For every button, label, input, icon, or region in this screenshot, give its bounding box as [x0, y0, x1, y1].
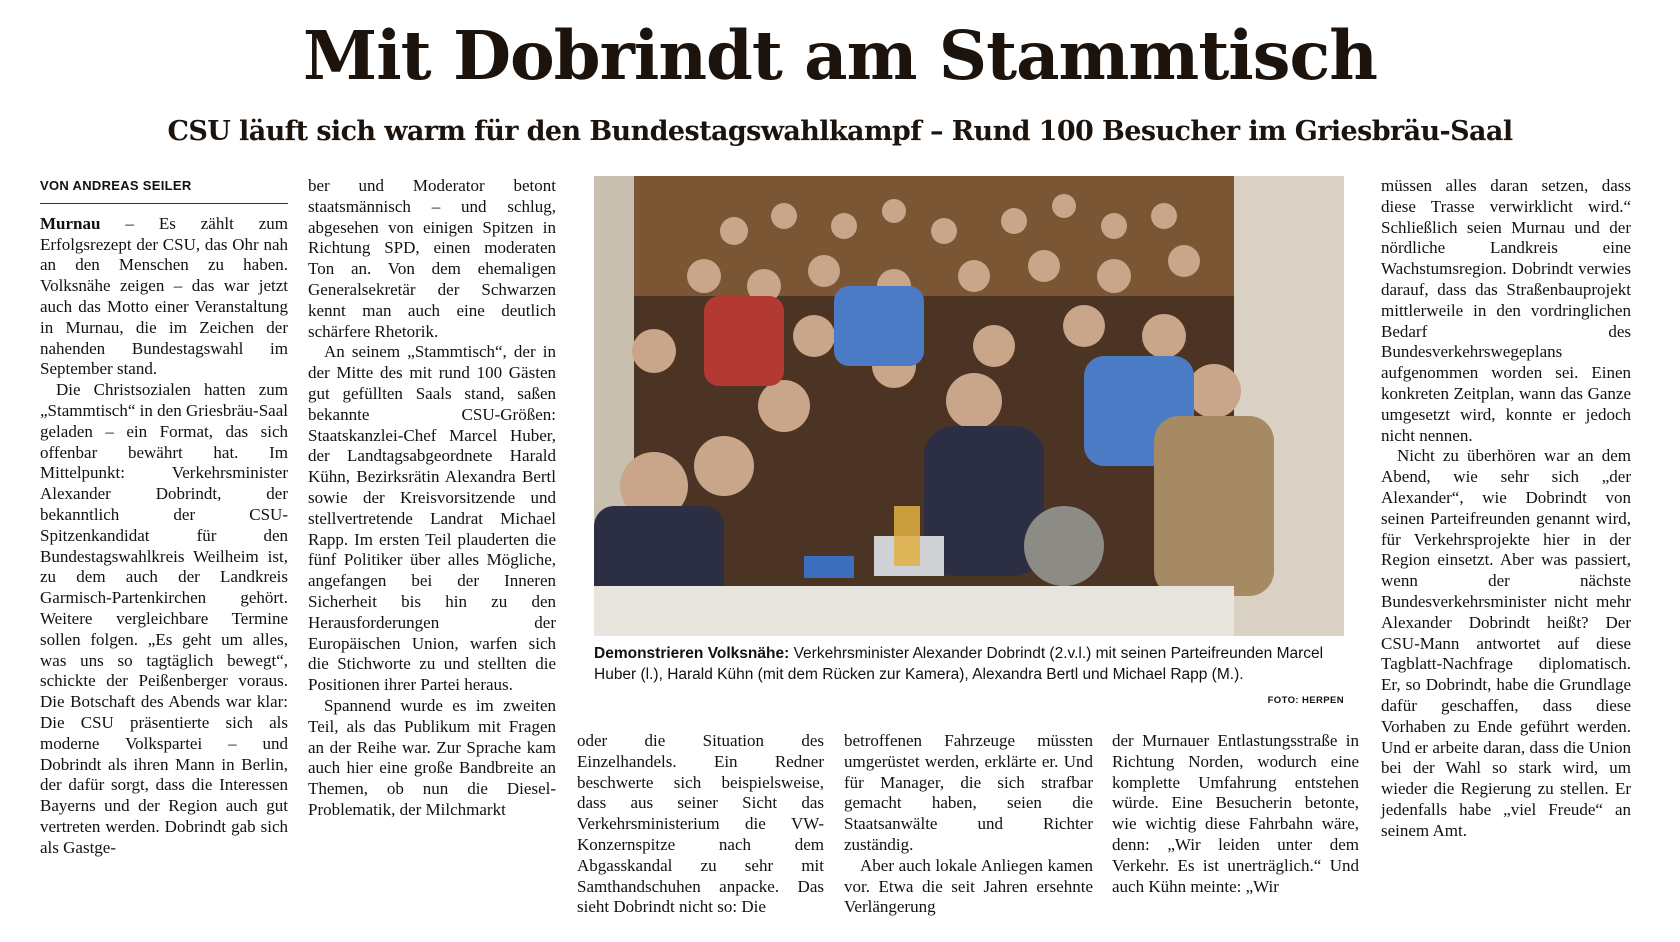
article-column-2: [308, 176, 556, 821]
photo-credit: FOTO: HERPEN: [1267, 695, 1344, 706]
headline: Mit Dobrindt am Stammtisch: [303, 16, 1377, 95]
article-column-1: [40, 176, 288, 859]
caption-lead: Demonstrieren Volksnähe:: [594, 645, 790, 662]
paragraph: An seinem „Stammtisch“, der in der Mitte des mit rund 100 Gästen gut gefüllten Saals stand, saßen bekannte CSU-Größen: Staatskanzlei-Chef Marcel Huber, der Landtagsabgeordnete Harald Kühn, Bezirksrätin Alexandra Bertl sowie der Kreisvorsitzende und stellvertretende Landrat Michael Rapp. Im ersten Teil plauderten die fünf Politiker über alles Mögliche, angefangen bei der Inneren Sicherheit bis hin zu den Herausforderungen der Europäischen Union, warfen sich die Stichworte zu und stellten die Positionen ihrer Partei heraus.: [308, 342, 556, 695]
photo-caption: [594, 643, 1344, 685]
paragraph: betroffenen Fahrzeuge müssten umgerüstet werden, erklärte er. Und für Manager, die sich strafbar gemacht haben, seien die Staatsanwälte und Richter zuständig.: [844, 731, 1093, 854]
dateline: Murnau: [40, 213, 101, 233]
paragraph: Nicht zu überhören war an dem Abend, wie sehr sich „der Alexander“, wie Dobrindt von seinen Parteifreunden genannt wird, für Verkehrsprojekte hier in der Region einsetzt. Aber was passiert, wenn der nächste Bundesverkehrsminister nicht mehr Alexander Dobrindt heißt? Der CSU-Mann antwortet auf diese Tagblatt-Nachfrage diplomatisch. Er, so Dobrindt, habe die Grundlage dafür geschaffen, dass diese Vorhaben zu Ende geführt werden. Und er arbeite daran, dass die Union bei der Wahl so stark wird, um wieder die Regierung zu stellen. Er jedenfalls habe „viel Freude“ an seinem Amt.: [1381, 446, 1631, 840]
event-photo-illustration: [594, 176, 1344, 636]
paragraph: Aber auch lokale Anliegen kamen vor. Etwa die seit Jahren ersehnte Verlängerung: [844, 855, 1093, 917]
article-column-6: [1381, 176, 1631, 842]
caption-text: Verkehrsminister Alexander Dobrindt (2.v.l.) mit seinen Parteifreunden Marcel Huber (l.), Harald Kühn (mit dem Rücken zur Kamera), Alexandra Bertl und Michael Rapp (M.).: [594, 645, 1324, 683]
paragraph: Spannend wurde es im zweiten Teil, als das Publikum mit Fragen an der Reihe war. Zur Sprache kam auch hier eine große Bandbreite an Themen, ob nun die Diesel-Problematik, der Milchmarkt: [308, 695, 556, 819]
article-column-4: [844, 731, 1093, 918]
paragraph: müssen alles daran setzen, dass diese Trasse verwirklicht wird.“ Schließlich seien Murnau und der nördliche Landkreis eine Wachstumsregion. Dobrindt verwies darauf, dass das Straßenbauprojekt mittlerweile in den vordringlichen Bedarf des Bundesverkehrswegeplans aufgenommen worden sei. Einen konkreten Zeitplan, wann das Ganze umgesetzt wird, konnte er jedoch nicht nennen.: [1381, 176, 1631, 445]
article-column-5: [1112, 731, 1359, 897]
paragraph: der Murnauer Entlastungsstraße in Richtung Norden, wodurch eine komplette Umfahrung entstehen würde. Eine Besucherin betonte, wie wichtig diese Fahrbahn wäre, denn: „Wir leiden unter dem Verkehr. Es ist unerträglich.“ Und auch Kühn meinte: „Wir: [1112, 731, 1359, 896]
paragraph: ber und Moderator betont staatsmännisch – und schlug, abgesehen von einigen Spitzen in Richtung SPD, einen moderaten Ton an. Von dem ehemaligen Generalsekretär der Schwarzen kennt man auch eine deutlich schärfere Rhetorik.: [308, 176, 556, 341]
subheadline: CSU läuft sich warm für den Bundestagswahlkampf – Rund 100 Besucher im Griesbräu-Saal: [167, 116, 1513, 147]
paragraph: oder die Situation des Einzelhandels. Ein Redner beschwerte sich beispielsweise, dass aus seiner Sicht das Verkehrsministerium die VW-Konzernspitze nach dem Abgasskandal zu sehr mit Samthandschuhen anpacke. Das sieht Dobrindt nicht so: Die: [577, 731, 824, 917]
byline: VON ANDREAS SEILER: [40, 176, 288, 204]
article-column-3: [577, 731, 824, 918]
paragraph: Die Christsozialen hatten zum „Stammtisch“ in den Griesbräu-Saal geladen – ein Format, das sich offenbar bewährt hat. Im Mittelpunkt: Verkehrsminister Alexander Dobrindt, der bekanntlich der CSU-Spitzenkandidat für den Bundestagswahlkreis Weilheim ist, zu dem auch der Landkreis Garmisch-Partenkirchen gehört. Weitere vergleichbare Termine sollen folgen. „Es geht um alles, was uns so tagtäglich bewegt“, schickte der Peißenberger voraus. Die Botschaft des Abends war klar: Die CSU präsentierte sich als moderne Volkspartei – und Dobrindt als ihren Mann in Berlin, der dafür sorgt, dass die Interessen Bayerns und der Region auch gut vertreten werden. Dobrindt gab sich als Gastge-: [40, 380, 288, 857]
article-photo: [594, 176, 1344, 636]
paragraph: Murnau – Es zählt zum Erfolgsrezept der CSU, das Ohr nah an den Menschen zu haben. Volksnähe zeigen – das war jetzt auch das Motto einer Veranstaltung in Murnau, die im Zeichen der nahenden Bundestagswahl im September stand.: [40, 213, 289, 379]
